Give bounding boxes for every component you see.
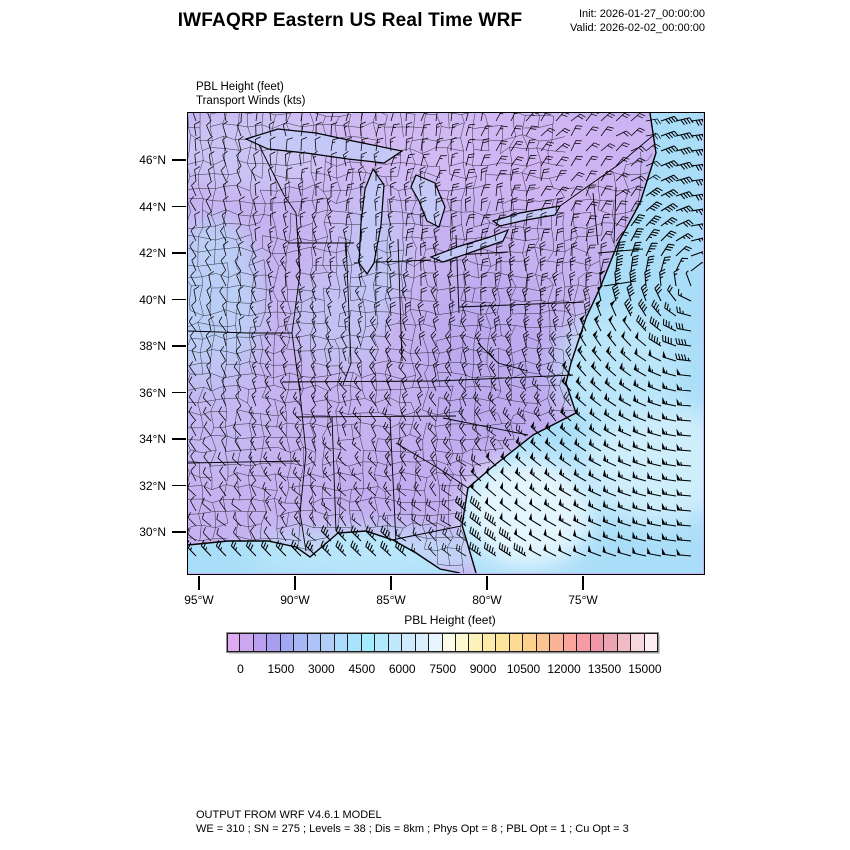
colorbar-tick-label: 15000 [628,662,662,676]
colorbar-box [227,633,240,652]
lat-tick-mark [172,206,186,207]
colorbar-title: PBL Height (feet) [404,613,496,627]
map-frame [187,112,705,575]
colorbar-box [456,633,469,652]
colorbar-box [604,633,617,652]
colorbar-tick-label: 4500 [348,662,376,676]
map-layers [188,113,703,573]
lat-tick-mark [172,159,186,160]
lat-tick-mark [172,345,186,346]
lon-tick-label: 85°W [376,593,406,607]
lon-tick-mark [486,576,487,590]
colorbar-box [267,633,280,652]
colorbar-tick-label: 9000 [469,662,497,676]
colorbar-box [389,633,402,652]
colorbar-tick-label: 1500 [267,662,295,676]
lat-tick-mark [172,531,186,532]
colorbar-box [550,633,563,652]
lat-tick-label: 44°N [139,199,166,214]
colorbar-box [335,633,348,652]
colorbar-box [469,633,482,652]
lon-tick-label: 80°W [472,593,502,607]
lat-tick-mark [172,438,186,439]
colorbar-box [645,633,658,652]
colorbar-box [523,633,536,652]
colorbar-box [564,633,577,652]
colorbar-box [537,633,550,652]
colorbar-box [429,633,442,652]
footer-model-line: OUTPUT FROM WRF V4.6.1 MODEL [196,809,382,821]
field-label-winds: Transport Winds (kts) [196,95,306,107]
lat-tick-label: 40°N [139,292,166,307]
lat-tick-label: 30°N [139,525,166,539]
colorbar-box [402,633,415,652]
lat-tick-mark [172,392,186,393]
lat-tick-label: 32°N [139,478,166,493]
colorbar-tick-label: 13500 [587,662,622,676]
lat-tick-label: 36°N [139,385,166,400]
colorbar-tick-label: 10500 [506,662,541,676]
colorbar-box [443,633,456,652]
lat-tick-label: 38°N [139,339,166,353]
colorbar-tick-label: 6000 [388,662,416,676]
valid-time: Valid: 2026-02-02_00:00:00 [570,22,705,34]
lon-tick-mark [390,576,391,590]
colorbar-box [591,633,604,652]
colorbar-box [483,633,496,652]
map-canvas [188,113,703,573]
lat-tick-mark [172,252,186,253]
colorbar-box [348,633,361,652]
colorbar-box [416,633,429,652]
colorbar-box [240,633,253,652]
init-time: Init: 2026-01-27_00:00:00 [579,8,705,20]
lon-tick-label: 95°W [184,593,214,607]
plot-title: IWFAQRP Eastern US Real Time WRF [177,10,523,31]
colorbar [227,633,658,652]
colorbar-tick-label: 7500 [429,662,457,676]
colorbar-box [577,633,590,652]
colorbar-tick-label: 0 [237,662,244,676]
colorbar-box [496,633,509,652]
colorbar-box [362,633,375,652]
colorbar-tick-label: 12000 [547,662,581,676]
footer [196,808,629,836]
lon-tick-mark [294,576,295,590]
pbl-ocean-patch [558,308,678,428]
lon-tick-mark [582,576,583,590]
colorbar-box [294,633,307,652]
field-labels [196,80,305,108]
colorbar-box [281,633,294,652]
colorbar-box [308,633,321,652]
init-valid-block [405,7,705,35]
colorbar-box [631,633,644,652]
colorbar-box [375,633,388,652]
field-label-pbl: PBL Height (feet) [196,81,284,93]
colorbar-box [254,633,267,652]
colorbar-box [618,633,631,652]
footer-config-line: WE = 310 ; SN = 275 ; Levels = 38 ; Dis = 8km ; Phys Opt = 8 ; PBL Opt = 1 ; Cu Opt = 3 [196,823,629,835]
lat-tick-mark [172,299,186,300]
colorbar-tick-label: 3000 [308,662,335,676]
lon-tick-label: 90°W [280,593,310,607]
lat-tick-label: 46°N [139,153,166,167]
lon-tick-label: 75°W [568,593,598,607]
lat-tick-label: 42°N [139,246,166,260]
colorbar-box [321,633,334,652]
lat-tick-mark [172,485,186,486]
lon-tick-mark [198,576,199,590]
colorbar-box [510,633,523,652]
lat-tick-label: 34°N [139,432,166,446]
